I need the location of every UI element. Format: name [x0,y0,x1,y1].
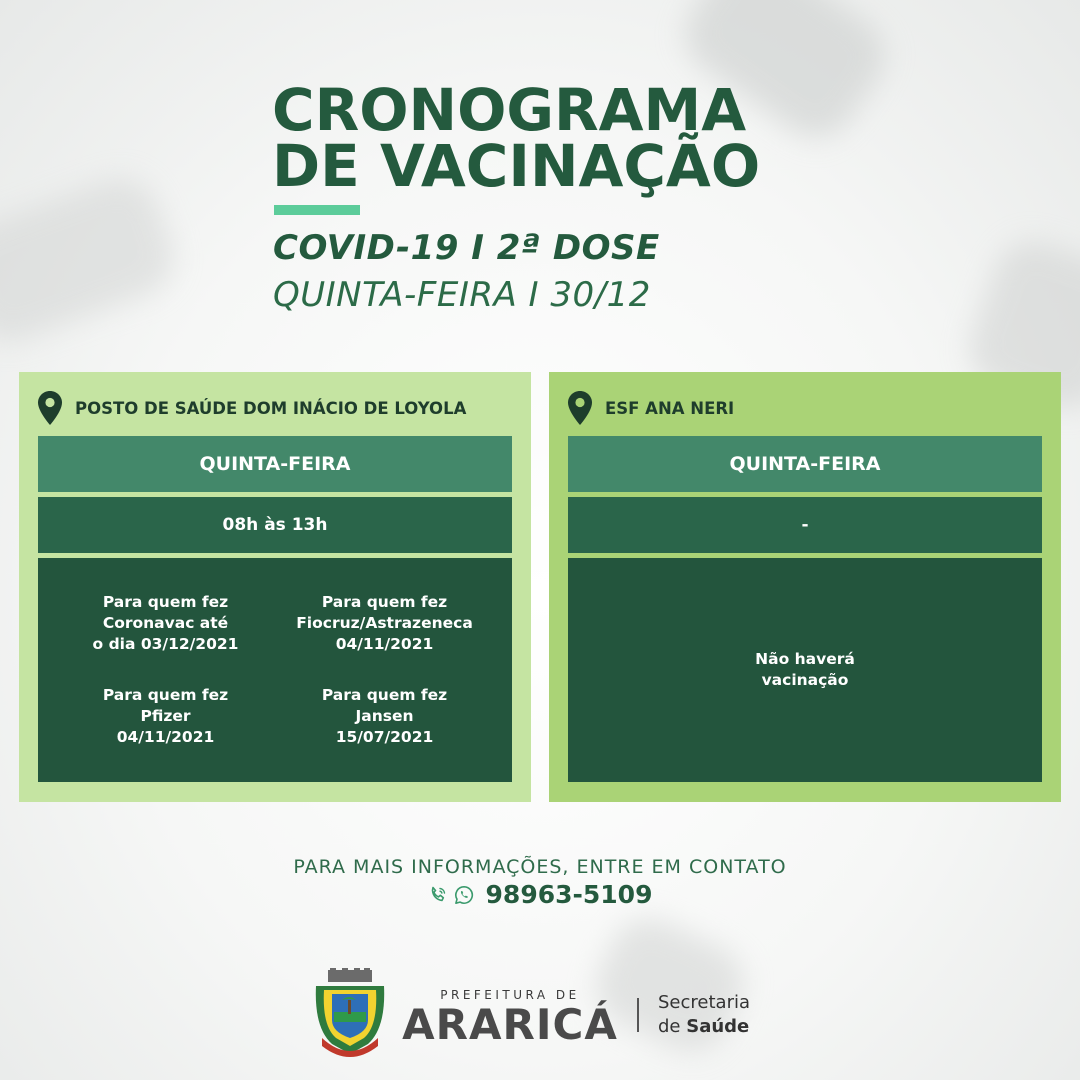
no-vaccination-note: Não haverá vacinação [755,650,855,689]
eligibility-item: Para quem fez Pfizer 04/11/2021 [102,686,229,746]
day-row: QUINTA-FEIRA [568,436,1042,492]
time-row: - [568,497,1042,553]
prefeitura-label: PREFEITURA DE [440,988,580,1002]
title-accent-bar [274,205,360,215]
subtitle: COVID-19 I 2ª DOSE [273,228,660,268]
secretaria-line-1: Secretaria [658,992,750,1013]
card-header [567,390,734,426]
card-header [37,390,466,426]
secretaria-bold: Saúde [686,1016,750,1037]
location-card-posto [19,372,531,802]
time-row: 08h às 13h [38,497,512,553]
background-blur [0,168,184,353]
phone-number[interactable]: 98963-5109 [485,880,653,909]
location-pin-icon [37,390,63,426]
eligibility-item: Para quem fez Fiocruz/Astrazeneca 04/11/2021 [296,593,473,653]
secretaria-prefix: de [658,1016,687,1037]
location-name: ESF ANA NERI [605,398,735,418]
secretaria-line-2 [658,1016,749,1037]
title-line-2: DE VACINAÇÃO [272,132,761,200]
contact-text: PARA MAIS INFORMAÇÕES, ENTRE EM CONTATO [293,856,787,878]
date-line: QUINTA-FEIRA I 30/12 [273,275,651,315]
eligibility-item: Para quem fez Coronavac até o dia 03/12/2021 [92,593,239,653]
footer-divider [637,998,639,1032]
day-row: QUINTA-FEIRA [38,436,512,492]
location-pin-icon [567,390,593,426]
eligibility-panel [568,558,1042,782]
location-card-esf [549,372,1061,802]
eligibility-grid [38,592,512,748]
whatsapp-icon [454,885,474,905]
coat-of-arms-logo [312,968,388,1060]
city-name: ARARICÁ [402,1000,618,1049]
eligibility-item: Para quem fez Jansen 15/07/2021 [321,686,448,746]
phone-icon [428,885,448,905]
page-title [272,76,892,200]
contact-phone-row [0,880,1080,909]
location-name: POSTO DE SAÚDE DOM INÁCIO DE LOYOLA [75,398,467,418]
eligibility-panel [38,558,512,782]
title-line-1: CRONOGRAMA [272,76,747,144]
